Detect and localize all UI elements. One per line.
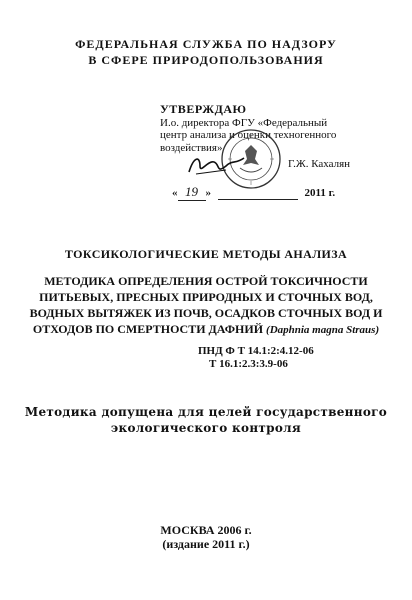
date-year: 2011 г. <box>304 187 336 199</box>
publication-place: МОСКВА 2006 г. <box>160 523 252 537</box>
agency-header <box>0 36 412 68</box>
document-code-1: ПНД Ф Т 14.1:2:4.12-06 <box>198 345 314 357</box>
admission-note <box>0 404 412 436</box>
date-day: 19 <box>178 184 206 201</box>
method-title-line-3: ВОДНЫХ ВЫТЯЖЕК ИЗ ПОЧВ, ОСАДКОВ СТОЧНЫХ ВОД И <box>29 306 383 320</box>
approval-line-1: И.о. директора ФГУ «Федеральный <box>160 116 328 129</box>
section-title: ТОКСИКОЛОГИЧЕСКИЕ МЕТОДЫ АНАЛИЗА <box>64 247 348 261</box>
method-title-line-4 <box>0 321 412 338</box>
publication-edition: (издание 2011 г.) <box>162 537 250 551</box>
publication-info <box>0 523 412 551</box>
method-title-line-4-text: ОТХОДОВ ПО СМЕРТНОСТИ ДАФНИЙ <box>32 322 267 336</box>
agency-line-1: ФЕДЕРАЛЬНАЯ СЛУЖБА ПО НАДЗОРУ <box>75 37 337 51</box>
agency-line-2: В СФЕРЕ ПРИРОДОПОЛЬЗОВАНИЯ <box>88 53 324 67</box>
approval-name: Г.Ж. Кахалян <box>288 158 351 170</box>
method-title-latin: (Daphnia magna Straus) <box>266 324 380 336</box>
method-title <box>0 273 412 338</box>
admission-line-1: Методика допущена для целей государственного <box>24 405 388 419</box>
method-title-line-1: МЕТОДИКА ОПРЕДЕЛЕНИЯ ОСТРОЙ ТОКСИЧНОСТИ <box>44 274 368 288</box>
signature <box>186 152 246 178</box>
method-title-line-2: ПИТЬЕВЫХ, ПРЕСНЫХ ПРИРОДНЫХ И СТОЧНЫХ ВОД, <box>39 290 373 304</box>
document-code-2: Т 16.1:2.3:3.9-06 <box>209 358 288 370</box>
document-codes <box>198 345 314 371</box>
approval-date: « 19 » 2011 г. <box>172 184 336 199</box>
admission-line-2: экологического контроля <box>110 421 302 435</box>
date-month-blank <box>218 187 298 200</box>
approval-line-2: центр анализа и оценки техногенного <box>160 129 337 141</box>
approval-line-3: воздействия» <box>160 141 223 154</box>
approval-heading: УТВЕРЖДАЮ <box>160 102 247 116</box>
